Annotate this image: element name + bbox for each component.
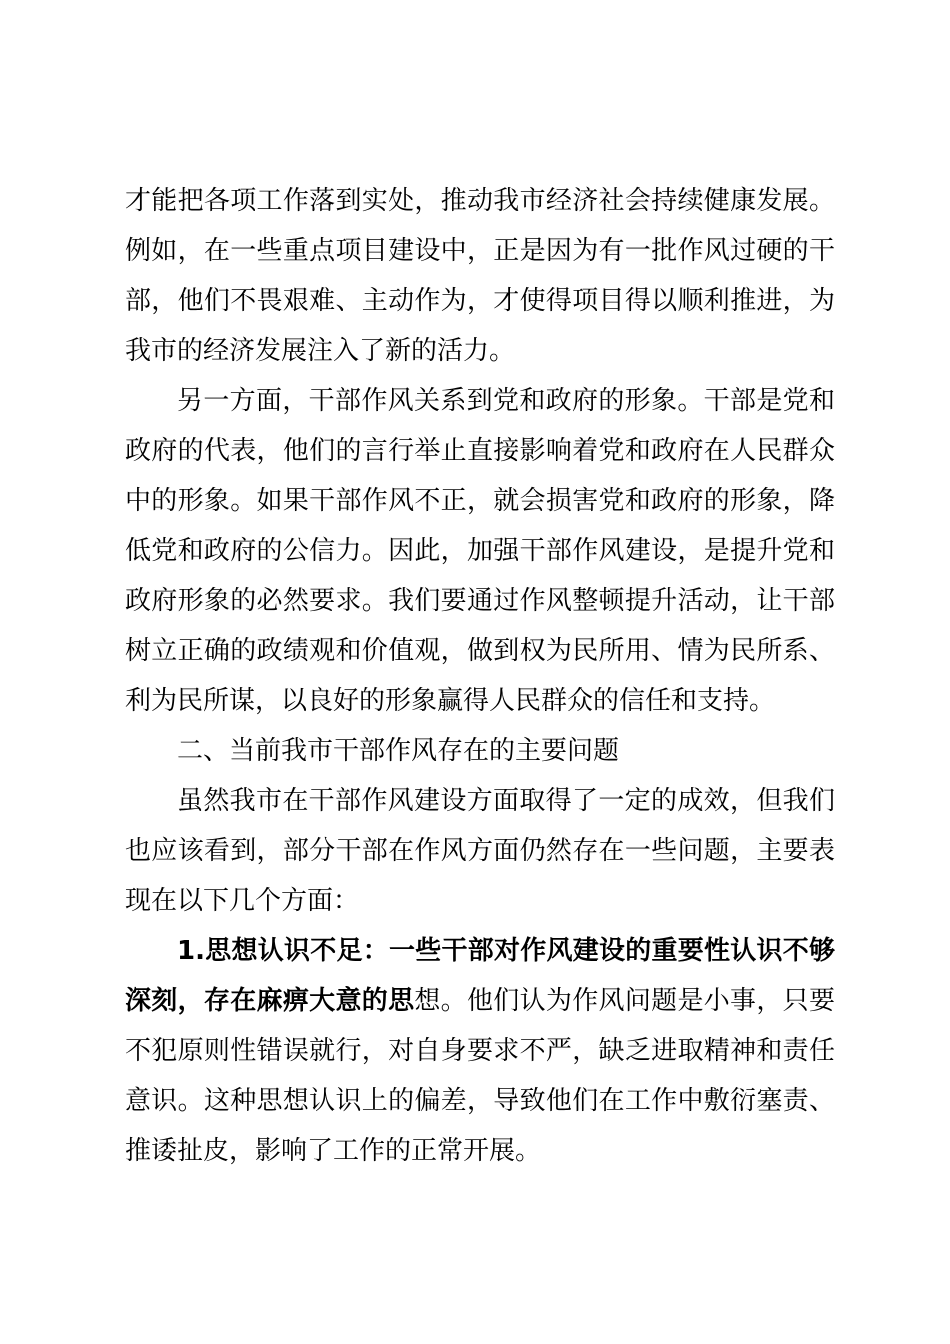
- paragraph-2-line-4: 低党和政府的公信力。因此，加强干部作风建设，是提升党和: [125, 536, 835, 566]
- paragraph-2-line-3: 中的形象。如果干部作风不正，就会损害党和政府的形象，降: [125, 486, 835, 516]
- paragraph-4-bold-line-1: 1.思想认识不足：一些干部对作风建设的重要性认识不够: [177, 936, 835, 966]
- paragraph-2-line-2: 政府的代表，他们的言行举止直接影响着党和政府在人民群众: [125, 436, 835, 466]
- paragraph-3-line-1: 虽然我市在干部作风建设方面取得了一定的成效，但我们: [177, 786, 835, 816]
- paragraph-2-line-5: 政府形象的必然要求。我们要通过作风整顿提升活动，让干部: [125, 586, 835, 616]
- document-body: [125, 176, 835, 1176]
- paragraph-2-line-1: 另一方面，干部作风关系到党和政府的形象。干部是党和: [177, 386, 835, 416]
- paragraph-1-line-2: 例如，在一些重点项目建设中，正是因为有一批作风过硬的干: [125, 236, 835, 266]
- paragraph-3-line-2: 也应该看到，部分干部在作风方面仍然存在一些问题，主要表: [125, 836, 835, 866]
- paragraph-2-line-6: 树立正确的政绩观和价值观，做到权为民所用、情为民所系、: [125, 636, 835, 666]
- paragraph-2-line-7: 利为民所谋，以良好的形象赢得人民群众的信任和支持。: [125, 686, 776, 716]
- paragraph-4-bold-line-2: 深刻，存在麻痹大意的思: [125, 986, 415, 1016]
- paragraph-1-line-3: 部，他们不畏艰难、主动作为，才使得项目得以顺利推进，为: [125, 286, 835, 316]
- paragraph-1-line-4: 我市的经济发展注入了新的活力。: [125, 336, 516, 366]
- paragraph-4-line-4: 意识。这种思想认识上的偏差，导致他们在工作中敷衍塞责、: [125, 1086, 835, 1116]
- paragraph-3-line-3: 现在以下几个方面：: [125, 886, 360, 916]
- paragraph-1-line-1: 才能把各项工作落到实处，推动我市经济社会持续健康发展。: [125, 186, 835, 216]
- paragraph-4-line-5: 推诿扯皮，影响了工作的正常开展。: [125, 1136, 542, 1166]
- section-heading-2: 二、当前我市干部作风存在的主要问题: [177, 736, 620, 766]
- paragraph-4-line-2: [125, 976, 835, 1026]
- paragraph-4-line-3: 不犯原则性错误就行，对自身要求不严，缺乏进取精神和责任: [125, 1036, 835, 1066]
- paragraph-4-line-2-rest: 想。他们认为作风问题是小事，只要: [414, 986, 835, 1016]
